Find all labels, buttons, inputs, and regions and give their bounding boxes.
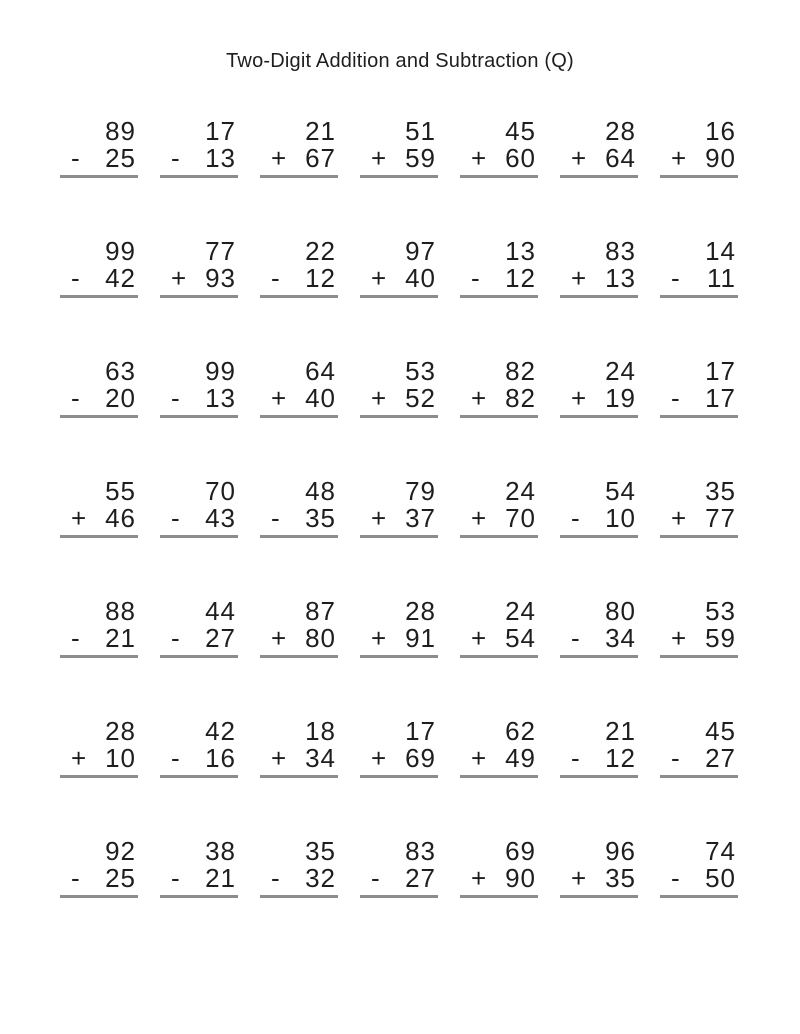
- answer-line: [560, 295, 638, 298]
- top-operand: 70: [205, 476, 236, 506]
- math-problem: [160, 838, 238, 958]
- bottom-operand: 34: [305, 743, 336, 773]
- top-operand: 35: [305, 836, 336, 866]
- bottom-operand: 64: [605, 143, 636, 173]
- math-problem: [660, 478, 738, 598]
- bottom-operand: 59: [705, 623, 736, 653]
- math-problem: [60, 238, 138, 358]
- top-operand: 17: [205, 116, 236, 146]
- operator: +: [471, 383, 488, 413]
- bottom-operand: 11: [707, 263, 736, 293]
- answer-line: [160, 655, 238, 658]
- answer-line: [260, 535, 338, 538]
- math-problem: [660, 598, 738, 718]
- answer-line: [160, 415, 238, 418]
- answer-line: [160, 895, 238, 898]
- top-operand: 79: [405, 476, 436, 506]
- math-problem: [160, 478, 238, 598]
- math-problem: [160, 118, 238, 238]
- operator: +: [471, 143, 488, 173]
- math-problem: [560, 118, 638, 238]
- math-problem: [160, 358, 238, 478]
- bottom-operand: 50: [705, 863, 736, 893]
- answer-line: [460, 175, 538, 178]
- top-operand: 17: [405, 716, 436, 746]
- answer-line: [460, 775, 538, 778]
- operator: +: [371, 743, 388, 773]
- operator: +: [271, 743, 288, 773]
- operator: +: [571, 863, 588, 893]
- operator: +: [71, 503, 88, 533]
- answer-line: [360, 295, 438, 298]
- operator: +: [371, 263, 388, 293]
- answer-line: [460, 415, 538, 418]
- math-problem: [660, 838, 738, 958]
- answer-line: [660, 535, 738, 538]
- top-operand: 62: [505, 716, 536, 746]
- operator: +: [271, 623, 288, 653]
- top-operand: 45: [705, 716, 736, 746]
- answer-line: [460, 535, 538, 538]
- math-problem: [260, 838, 338, 958]
- operator: -: [571, 623, 581, 653]
- answer-line: [160, 775, 238, 778]
- top-operand: 16: [705, 116, 736, 146]
- math-problem: [60, 718, 138, 838]
- answer-line: [260, 175, 338, 178]
- bottom-operand: 25: [105, 863, 136, 893]
- bottom-operand: 90: [505, 863, 536, 893]
- answer-line: [260, 295, 338, 298]
- top-operand: 63: [105, 356, 136, 386]
- operator: -: [271, 863, 281, 893]
- bottom-operand: 27: [705, 743, 736, 773]
- operator: -: [71, 623, 81, 653]
- operator: -: [671, 383, 681, 413]
- math-problem: [60, 118, 138, 238]
- bottom-operand: 40: [305, 383, 336, 413]
- top-operand: 24: [505, 596, 536, 626]
- top-operand: 83: [605, 236, 636, 266]
- math-problem: [260, 718, 338, 838]
- bottom-operand: 60: [505, 143, 536, 173]
- bottom-operand: 90: [705, 143, 736, 173]
- top-operand: 18: [305, 716, 336, 746]
- operator: +: [471, 503, 488, 533]
- answer-line: [560, 775, 638, 778]
- top-operand: 88: [105, 596, 136, 626]
- answer-line: [260, 775, 338, 778]
- operator: -: [171, 383, 181, 413]
- top-operand: 21: [605, 716, 636, 746]
- top-operand: 22: [305, 236, 336, 266]
- math-problem: [260, 358, 338, 478]
- operator: -: [171, 623, 181, 653]
- bottom-operand: 69: [405, 743, 436, 773]
- bottom-operand: 12: [505, 263, 536, 293]
- top-operand: 53: [705, 596, 736, 626]
- top-operand: 80: [605, 596, 636, 626]
- bottom-operand: 13: [205, 143, 236, 173]
- operator: +: [671, 503, 688, 533]
- bottom-operand: 21: [105, 623, 136, 653]
- answer-line: [60, 775, 138, 778]
- top-operand: 99: [105, 236, 136, 266]
- math-problem: [360, 718, 438, 838]
- operator: -: [671, 263, 681, 293]
- answer-line: [560, 655, 638, 658]
- top-operand: 89: [105, 116, 136, 146]
- operator: -: [171, 143, 181, 173]
- bottom-operand: 13: [205, 383, 236, 413]
- operator: -: [71, 863, 81, 893]
- top-operand: 45: [505, 116, 536, 146]
- math-problem: [660, 718, 738, 838]
- answer-line: [460, 295, 538, 298]
- operator: -: [671, 863, 681, 893]
- answer-line: [360, 535, 438, 538]
- answer-line: [360, 655, 438, 658]
- answer-line: [260, 895, 338, 898]
- math-problem: [160, 238, 238, 358]
- bottom-operand: 70: [505, 503, 536, 533]
- math-problem: [260, 118, 338, 238]
- top-operand: 13: [505, 236, 536, 266]
- top-operand: 28: [405, 596, 436, 626]
- bottom-operand: 46: [105, 503, 136, 533]
- bottom-operand: 12: [605, 743, 636, 773]
- top-operand: 69: [505, 836, 536, 866]
- top-operand: 99: [205, 356, 236, 386]
- top-operand: 96: [605, 836, 636, 866]
- bottom-operand: 25: [105, 143, 136, 173]
- math-problem: [460, 838, 538, 958]
- top-operand: 24: [505, 476, 536, 506]
- top-operand: 87: [305, 596, 336, 626]
- operator: +: [171, 263, 188, 293]
- bottom-operand: 40: [405, 263, 436, 293]
- top-operand: 51: [405, 116, 436, 146]
- top-operand: 14: [705, 236, 736, 266]
- bottom-operand: 54: [505, 623, 536, 653]
- math-problem: [60, 838, 138, 958]
- answer-line: [60, 535, 138, 538]
- math-problem: [360, 838, 438, 958]
- bottom-operand: 32: [305, 863, 336, 893]
- bottom-operand: 19: [605, 383, 636, 413]
- answer-line: [460, 895, 538, 898]
- operator: +: [271, 143, 288, 173]
- bottom-operand: 20: [105, 383, 136, 413]
- top-operand: 64: [305, 356, 336, 386]
- math-problem: [160, 718, 238, 838]
- math-problem: [360, 358, 438, 478]
- math-problem: [460, 118, 538, 238]
- bottom-operand: 27: [405, 863, 436, 893]
- math-problem: [60, 598, 138, 718]
- operator: -: [571, 503, 581, 533]
- answer-line: [360, 775, 438, 778]
- top-operand: 38: [205, 836, 236, 866]
- answer-line: [260, 415, 338, 418]
- math-problem: [460, 718, 538, 838]
- operator: -: [671, 743, 681, 773]
- operator: +: [571, 383, 588, 413]
- math-problem: [560, 358, 638, 478]
- answer-line: [60, 415, 138, 418]
- operator: -: [71, 383, 81, 413]
- bottom-operand: 93: [205, 263, 236, 293]
- math-problem: [560, 598, 638, 718]
- operator: -: [71, 143, 81, 173]
- bottom-operand: 67: [305, 143, 336, 173]
- operator: -: [71, 263, 81, 293]
- problems-grid: [38, 118, 738, 958]
- bottom-operand: 35: [605, 863, 636, 893]
- bottom-operand: 10: [605, 503, 636, 533]
- math-problem: [460, 478, 538, 598]
- bottom-operand: 43: [205, 503, 236, 533]
- bottom-operand: 35: [305, 503, 336, 533]
- top-operand: 21: [305, 116, 336, 146]
- bottom-operand: 37: [405, 503, 436, 533]
- operator: +: [371, 503, 388, 533]
- answer-line: [660, 655, 738, 658]
- math-problem: [360, 598, 438, 718]
- top-operand: 97: [405, 236, 436, 266]
- bottom-operand: 13: [605, 263, 636, 293]
- operator: -: [371, 863, 381, 893]
- bottom-operand: 17: [705, 383, 736, 413]
- bottom-operand: 49: [505, 743, 536, 773]
- math-problem: [560, 838, 638, 958]
- top-operand: 54: [605, 476, 636, 506]
- answer-line: [60, 655, 138, 658]
- answer-line: [160, 535, 238, 538]
- top-operand: 17: [705, 356, 736, 386]
- worksheet-title: Two-Digit Addition and Subtraction (Q): [226, 50, 574, 72]
- answer-line: [660, 895, 738, 898]
- answer-line: [660, 415, 738, 418]
- bottom-operand: 52: [405, 383, 436, 413]
- top-operand: 82: [505, 356, 536, 386]
- operator: +: [571, 143, 588, 173]
- bottom-operand: 27: [205, 623, 236, 653]
- bottom-operand: 34: [605, 623, 636, 653]
- operator: +: [71, 743, 88, 773]
- operator: +: [671, 143, 688, 173]
- top-operand: 48: [305, 476, 336, 506]
- answer-line: [560, 535, 638, 538]
- top-operand: 74: [705, 836, 736, 866]
- top-operand: 83: [405, 836, 436, 866]
- math-problem: [460, 358, 538, 478]
- answer-line: [60, 895, 138, 898]
- operator: +: [471, 863, 488, 893]
- math-problem: [460, 598, 538, 718]
- answer-line: [660, 775, 738, 778]
- answer-line: [660, 175, 738, 178]
- operator: +: [371, 143, 388, 173]
- bottom-operand: 12: [305, 263, 336, 293]
- math-problem: [660, 358, 738, 478]
- math-problem: [260, 238, 338, 358]
- operator: +: [571, 263, 588, 293]
- top-operand: 24: [605, 356, 636, 386]
- top-operand: 28: [105, 716, 136, 746]
- operator: -: [271, 503, 281, 533]
- top-operand: 53: [405, 356, 436, 386]
- bottom-operand: 91: [405, 623, 436, 653]
- answer-line: [360, 895, 438, 898]
- answer-line: [60, 295, 138, 298]
- operator: -: [171, 863, 181, 893]
- bottom-operand: 42: [105, 263, 136, 293]
- answer-line: [560, 895, 638, 898]
- math-problem: [560, 718, 638, 838]
- math-problem: [360, 118, 438, 238]
- answer-line: [360, 415, 438, 418]
- operator: +: [271, 383, 288, 413]
- bottom-operand: 10: [105, 743, 136, 773]
- operator: +: [471, 743, 488, 773]
- operator: +: [371, 623, 388, 653]
- math-problem: [260, 598, 338, 718]
- answer-line: [360, 175, 438, 178]
- answer-line: [560, 415, 638, 418]
- bottom-operand: 16: [205, 743, 236, 773]
- math-problem: [660, 238, 738, 358]
- operator: +: [371, 383, 388, 413]
- math-problem: [360, 478, 438, 598]
- top-operand: 92: [105, 836, 136, 866]
- math-problem: [60, 358, 138, 478]
- bottom-operand: 21: [205, 863, 236, 893]
- answer-line: [60, 175, 138, 178]
- math-problem: [260, 478, 338, 598]
- top-operand: 44: [205, 596, 236, 626]
- operator: +: [671, 623, 688, 653]
- answer-line: [460, 655, 538, 658]
- top-operand: 77: [205, 236, 236, 266]
- top-operand: 42: [205, 716, 236, 746]
- operator: -: [171, 503, 181, 533]
- answer-line: [160, 295, 238, 298]
- operator: +: [471, 623, 488, 653]
- top-operand: 55: [105, 476, 136, 506]
- top-operand: 28: [605, 116, 636, 146]
- operator: -: [571, 743, 581, 773]
- operator: -: [471, 263, 481, 293]
- answer-line: [160, 175, 238, 178]
- math-problem: [560, 238, 638, 358]
- answer-line: [260, 655, 338, 658]
- math-problem: [360, 238, 438, 358]
- math-problem: [660, 118, 738, 238]
- top-operand: 35: [705, 476, 736, 506]
- math-problem: [560, 478, 638, 598]
- math-problem: [60, 478, 138, 598]
- bottom-operand: 59: [405, 143, 436, 173]
- math-problem: [460, 238, 538, 358]
- answer-line: [560, 175, 638, 178]
- bottom-operand: 77: [705, 503, 736, 533]
- math-problem: [160, 598, 238, 718]
- bottom-operand: 80: [305, 623, 336, 653]
- operator: -: [271, 263, 281, 293]
- answer-line: [660, 295, 738, 298]
- bottom-operand: 82: [505, 383, 536, 413]
- operator: -: [171, 743, 181, 773]
